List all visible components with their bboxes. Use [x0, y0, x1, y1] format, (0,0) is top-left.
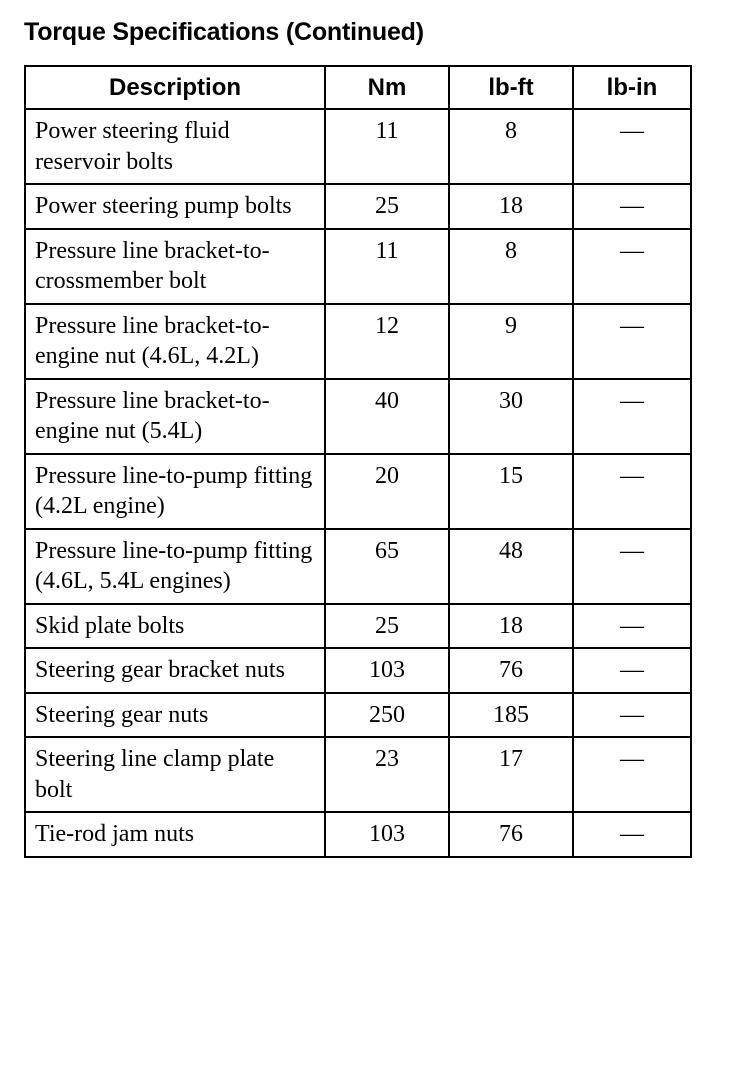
- table-row: [25, 648, 691, 693]
- table-row: [25, 737, 691, 812]
- cell-nm: 20: [325, 454, 449, 529]
- cell-lb-ft: 8: [449, 229, 573, 304]
- cell-lb-ft: 48: [449, 529, 573, 604]
- page-title: Torque Specifications (Continued): [24, 18, 424, 46]
- cell-lb-in: —: [573, 693, 691, 738]
- cell-lb-ft: 17: [449, 737, 573, 812]
- cell-nm: 23: [325, 737, 449, 812]
- cell-description: Power steering pump bolts: [25, 184, 325, 229]
- cell-lb-in: —: [573, 529, 691, 604]
- table-row: [25, 109, 691, 184]
- table-row: [25, 304, 691, 379]
- header-lb-in: lb-in: [573, 66, 691, 109]
- cell-lb-ft: 9: [449, 304, 573, 379]
- cell-lb-in: —: [573, 812, 691, 857]
- cell-lb-in: —: [573, 454, 691, 529]
- cell-description: Steering gear nuts: [25, 693, 325, 738]
- cell-lb-in: —: [573, 229, 691, 304]
- cell-lb-ft: 8: [449, 109, 573, 184]
- cell-nm: 103: [325, 812, 449, 857]
- cell-lb-ft: 18: [449, 604, 573, 649]
- cell-lb-ft: 30: [449, 379, 573, 454]
- cell-lb-ft: 15: [449, 454, 573, 529]
- cell-nm: 11: [325, 229, 449, 304]
- cell-nm: 25: [325, 604, 449, 649]
- cell-lb-in: —: [573, 648, 691, 693]
- cell-nm: 12: [325, 304, 449, 379]
- table-row: [25, 604, 691, 649]
- cell-lb-ft: 185: [449, 693, 573, 738]
- cell-lb-in: —: [573, 304, 691, 379]
- cell-nm: 11: [325, 109, 449, 184]
- cell-lb-in: —: [573, 379, 691, 454]
- table-row: [25, 379, 691, 454]
- cell-nm: 65: [325, 529, 449, 604]
- table-header-row: [25, 66, 691, 109]
- table-row: [25, 229, 691, 304]
- cell-lb-in: —: [573, 184, 691, 229]
- cell-description: Pressure line bracket-to-crossmember bolt: [25, 229, 325, 304]
- cell-description: Pressure line-to-pump fitting (4.6L, 5.4L engines): [25, 529, 325, 604]
- cell-description: Skid plate bolts: [25, 604, 325, 649]
- cell-description: Pressure line-to-pump fitting (4.2L engine): [25, 454, 325, 529]
- cell-nm: 40: [325, 379, 449, 454]
- cell-description: Steering gear bracket nuts: [25, 648, 325, 693]
- table-row: [25, 529, 691, 604]
- cell-nm: 25: [325, 184, 449, 229]
- table-row: [25, 693, 691, 738]
- cell-lb-in: —: [573, 604, 691, 649]
- cell-lb-in: —: [573, 737, 691, 812]
- cell-lb-ft: 76: [449, 812, 573, 857]
- header-lb-ft: lb-ft: [449, 66, 573, 109]
- cell-lb-ft: 76: [449, 648, 573, 693]
- table-row: [25, 812, 691, 857]
- table-row: [25, 454, 691, 529]
- table-row: [25, 184, 691, 229]
- cell-lb-ft: 18: [449, 184, 573, 229]
- cell-description: Power steering fluid reservoir bolts: [25, 109, 325, 184]
- cell-description: Steering line clamp plate bolt: [25, 737, 325, 812]
- torque-spec-table: [24, 65, 692, 858]
- cell-description: Pressure line bracket-to-engine nut (4.6L, 4.2L): [25, 304, 325, 379]
- cell-lb-in: —: [573, 109, 691, 184]
- cell-description: Pressure line bracket-to-engine nut (5.4L): [25, 379, 325, 454]
- cell-description: Tie-rod jam nuts: [25, 812, 325, 857]
- cell-nm: 103: [325, 648, 449, 693]
- cell-nm: 250: [325, 693, 449, 738]
- header-description: Description: [25, 66, 325, 109]
- header-nm: Nm: [325, 66, 449, 109]
